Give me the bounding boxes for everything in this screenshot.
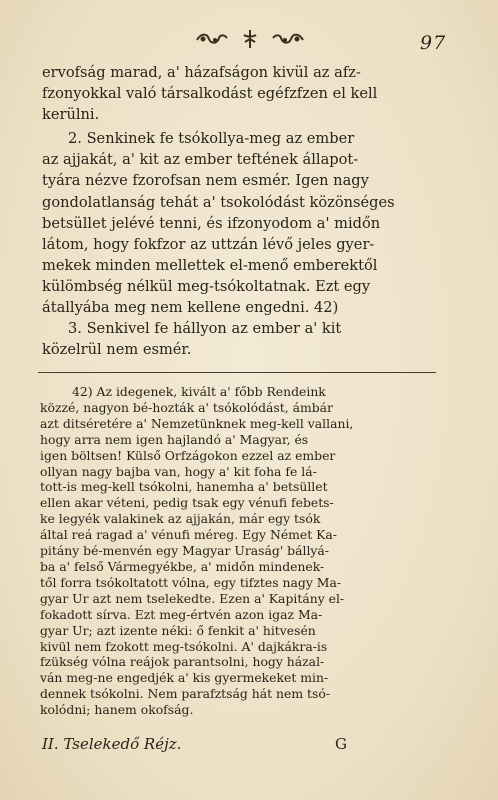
text-line: tyára nézve fzorofsan nem esmér. Igen nagy [42,172,369,190]
footnote-line: gyar Ur; azt izente néki: ő fenkit a' hitvesén [40,622,316,638]
text-line: ervofság marad, a' házafságon kivül az afz- [42,64,361,81]
footnote-line: fokadott sírva. Ezt meg-értvén azon igaz Ma- [40,606,323,622]
text-line: az ajjakát, a' kit az ember teftének állapot- [42,151,359,169]
footnote-line: ollyan nagy bajba van, hogy a' kit foha fe lá- [40,463,317,479]
text-line: kerülni. [42,106,100,124]
footnote-line: tott-is meg-kell tsókolni, hanemha a' betsüllet [40,479,328,495]
text-line: gondolatlanság tehát a' tsokolódást közönséges [42,193,395,211]
page-number: 97 [420,32,447,54]
footnote-line: kolódni; hanem okofság. [40,702,194,718]
footnote-line: gyar Ur azt nem tselekedte. Ezen a' Kapitány el- [40,590,345,606]
footnote-line: igen böltsen! Külső Orfzágokon ezzel az ember [40,447,336,463]
footnote-line: 42) Az idegenek, kivált a' főbb Rendeink [72,384,326,399]
text-line: átallyába meg nem kellene engedni. 42) [42,299,339,317]
footnote-line: pitány bé-menvén egy Magyar Uraság' bállyá- [40,543,329,559]
left-flourish-icon [195,31,229,47]
footnote-line: által reá ragad a' vénufi méreg. Egy Német Ka- [40,527,337,543]
text-line: 3. Senkivel fe hállyon az ember a' kit [68,320,342,338]
text-line: fzonyokkal való társalkodást egéfzfzen el kell [42,85,378,103]
main-text [42,62,432,360]
center-fleuron-icon [241,29,259,49]
text-line: mekek minden mellettek el-menő emberektől [42,256,378,274]
paragraph-3 [42,318,432,360]
right-flourish-icon [271,31,305,47]
text-line: közelrül nem esmér. [42,341,192,359]
text-line: betsüllet jelévé tenni, és ifzonyodom a' midőn [42,214,381,232]
footnote-line: kivül nem fzokott meg-tsókolni. A' dajkákra-is [40,638,328,654]
footnote-line: től forra tsókoltatott vólna, egy tifztes nagy Ma- [40,574,342,590]
footnote-line: ellen akar véteni, pedig tsak egy vénufi febets- [40,495,334,511]
paragraph-2 [42,128,432,318]
signature-mark: II. Tselekedő Réjz. [42,735,182,753]
text-line: külömbség nélkül meg-tsókoltatnak. Ezt egy [42,277,371,295]
footnote-line: dennek tsókolni. Nem parafztság hát nem tsó- [40,686,331,702]
footnote-line: hogy arra nem igen hajlandó a' Magyar, és [40,431,309,447]
page-footer [40,735,440,761]
footnote-divider [38,372,436,373]
footnote [40,384,440,718]
footnote-line: ba a' felső Vármegyékbe, a' midőn mindenek- [40,558,325,574]
text-line: látom, hogy fokfzor az uttzán lévő jeles gyer- [42,235,375,253]
header-ornament [195,28,305,50]
text-line: 2. Senkinek fe tsókollya-meg az ember [68,130,355,148]
footnote-line: közzé, nagyon bé-hozták a' tsókolódást, ámbár [40,399,333,415]
footnote-line: ván meg-ne engedjék a' kis gyermekeket min- [40,670,329,686]
footnote-line: ke legyék valakinek az ajjakán, már egy tsók [40,511,321,527]
gathering-mark: G [335,735,347,753]
footnote-line: fzükség vólna reájok parantsolni, hogy házal- [40,654,325,670]
paragraph-1 [42,62,432,125]
footnote-line: azt ditséretére a' Nemzetünknek meg-kell vallani, [40,415,354,431]
